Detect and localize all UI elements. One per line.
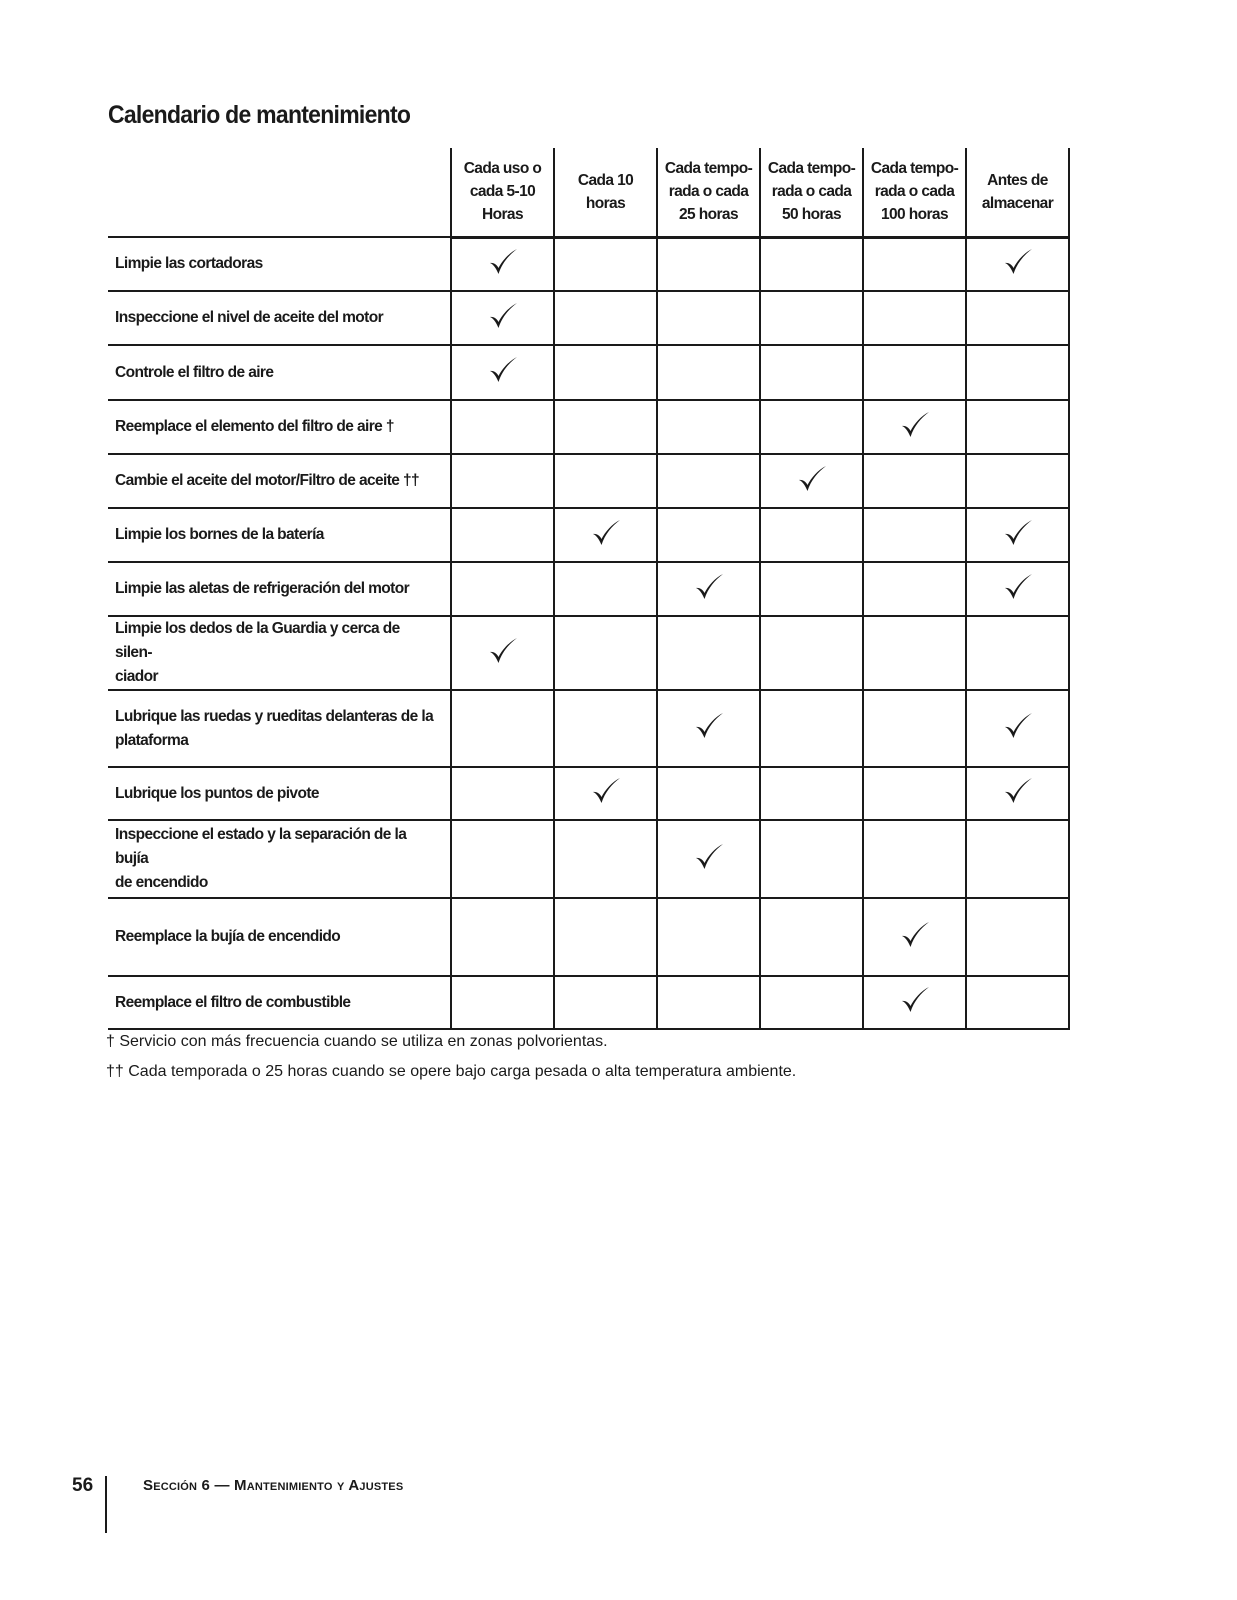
schedule-cell [760, 820, 863, 898]
schedule-cell [760, 898, 863, 976]
checkmark-icon [1002, 517, 1034, 549]
column-header-line: Cada tempo- [870, 160, 959, 178]
schedule-cell [863, 237, 966, 291]
schedule-cell [760, 767, 863, 820]
schedule-cell [657, 400, 760, 454]
schedule-cell [863, 562, 966, 616]
schedule-cell [657, 454, 760, 508]
column-header-line: cada 5-10 [469, 183, 536, 201]
schedule-cell [657, 898, 760, 976]
maintenance-schedule-table [108, 148, 1070, 1030]
task-label-line: Limpie los dedos de la Guardia y cerca de silen- [115, 620, 400, 661]
column-header-line: Cada tempo- [767, 160, 856, 178]
schedule-cell [451, 400, 554, 454]
schedule-cell [657, 345, 760, 400]
schedule-cell [760, 400, 863, 454]
column-header-line: rada o cada [668, 183, 749, 201]
column-header-line: horas [585, 194, 626, 212]
column-header-line: 100 horas [881, 206, 948, 224]
schedule-cell [966, 616, 1069, 690]
checkmark-icon [796, 463, 828, 495]
checkmark-icon [590, 775, 622, 807]
checkmark-icon [1002, 710, 1034, 742]
page-number: 56 [72, 1475, 94, 1496]
header-corner [108, 148, 451, 237]
schedule-cell [966, 508, 1069, 562]
footnote-dagger: † Servicio con más frecuencia cuando se utiliza en zonas polvorientas. [106, 1033, 608, 1050]
column-header-line: almacenar [981, 194, 1054, 212]
task-label: Limpie las aletas de refrigeración del motor [108, 562, 451, 616]
checkmark-icon [487, 635, 519, 667]
schedule-cell [760, 454, 863, 508]
checkmark-icon [693, 710, 725, 742]
schedule-cell [863, 291, 966, 345]
table-row [108, 976, 1069, 1029]
task-label [108, 820, 451, 898]
schedule-cell [760, 237, 863, 291]
column-header-3 [657, 148, 760, 237]
table-row [108, 820, 1069, 898]
schedule-cell [863, 400, 966, 454]
schedule-cell [760, 690, 863, 767]
schedule-cell [760, 345, 863, 400]
task-label-line: plataforma [115, 731, 189, 749]
schedule-cell [554, 616, 657, 690]
schedule-cell [554, 237, 657, 291]
task-label: Inspeccione el nivel de aceite del motor [108, 291, 451, 345]
table-row [108, 345, 1069, 400]
checkmark-icon [1002, 775, 1034, 807]
table-row [108, 237, 1069, 291]
schedule-cell [657, 291, 760, 345]
checkmark-icon [487, 300, 519, 332]
schedule-cell [966, 562, 1069, 616]
column-header-line: rada o cada [874, 183, 955, 201]
table-row [108, 690, 1069, 767]
schedule-cell [657, 976, 760, 1029]
task-label [108, 690, 451, 767]
checkmark-icon [487, 354, 519, 386]
table-row [108, 767, 1069, 820]
page-title: Calendario de mantenimiento [108, 101, 411, 129]
schedule-cell [554, 291, 657, 345]
schedule-cell [863, 820, 966, 898]
schedule-cell [760, 976, 863, 1029]
schedule-cell [451, 345, 554, 400]
schedule-cell [760, 508, 863, 562]
schedule-cell [657, 237, 760, 291]
table-row [108, 454, 1069, 508]
table-row [108, 508, 1069, 562]
schedule-cell [657, 508, 760, 562]
schedule-cell [657, 820, 760, 898]
schedule-cell [554, 898, 657, 976]
checkmark-icon [899, 409, 931, 441]
task-label-line: ciador [115, 668, 158, 685]
checkmark-icon [487, 246, 519, 278]
schedule-cell [863, 767, 966, 820]
footer-divider [105, 1476, 107, 1533]
schedule-cell [554, 690, 657, 767]
task-label: Controle el filtro de aire [108, 345, 451, 400]
schedule-cell [554, 508, 657, 562]
schedule-cell [966, 767, 1069, 820]
schedule-cell [760, 562, 863, 616]
schedule-cell [966, 237, 1069, 291]
task-label-line: Inspeccione el estado y la separación de la bujía [115, 826, 407, 867]
column-header-line: Antes de [987, 171, 1048, 189]
schedule-cell [451, 767, 554, 820]
column-header-2 [554, 148, 657, 237]
task-label: Cambie el aceite del motor/Filtro de aceite †† [108, 454, 451, 508]
task-label: Reemplace la bujía de encendido [108, 898, 451, 976]
schedule-cell [966, 291, 1069, 345]
schedule-cell [451, 454, 554, 508]
schedule-cell [863, 690, 966, 767]
schedule-cell [451, 616, 554, 690]
table-row [108, 400, 1069, 454]
schedule-cell [451, 898, 554, 976]
schedule-cell [451, 820, 554, 898]
schedule-cell [966, 690, 1069, 767]
column-header-line: Cada uso o [463, 160, 542, 178]
schedule-cell [554, 820, 657, 898]
column-header-6 [966, 148, 1069, 237]
schedule-cell [554, 454, 657, 508]
schedule-cell [966, 898, 1069, 976]
column-header-5 [863, 148, 966, 237]
schedule-cell [863, 976, 966, 1029]
schedule-cell [451, 562, 554, 616]
task-label [108, 616, 451, 690]
task-label-line: Lubrique las ruedas y rueditas delanteras de la [115, 707, 434, 725]
schedule-cell [554, 400, 657, 454]
schedule-cell [451, 976, 554, 1029]
schedule-cell [451, 690, 554, 767]
section-title: Sección 6 — Mantenimiento y Ajustes [143, 1477, 404, 1494]
schedule-cell [554, 976, 657, 1029]
schedule-cell [966, 820, 1069, 898]
checkmark-icon [1002, 571, 1034, 603]
schedule-cell [657, 562, 760, 616]
footnote-double-dagger: †† Cada temporada o 25 horas cuando se opere bajo carga pesada o alta temperatura ambiente. [106, 1063, 797, 1080]
checkmark-icon [590, 517, 622, 549]
task-label: Lubrique los puntos de pivote [108, 767, 451, 820]
table-row [108, 898, 1069, 976]
schedule-cell [657, 616, 760, 690]
schedule-cell [966, 345, 1069, 400]
schedule-cell [554, 345, 657, 400]
table-row [108, 616, 1069, 690]
schedule-cell [863, 454, 966, 508]
column-header-1 [451, 148, 554, 237]
schedule-cell [863, 345, 966, 400]
checkmark-icon [693, 571, 725, 603]
checkmark-icon [693, 841, 725, 873]
schedule-cell [554, 562, 657, 616]
task-label: Reemplace el elemento del filtro de aire † [108, 400, 451, 454]
column-header-line: Cada tempo- [664, 160, 753, 178]
schedule-cell [863, 898, 966, 976]
schedule-cell [863, 616, 966, 690]
checkmark-icon [899, 919, 931, 951]
schedule-cell [760, 291, 863, 345]
schedule-cell [657, 690, 760, 767]
column-header-line: 25 horas [679, 206, 738, 224]
schedule-cell [657, 767, 760, 820]
task-label: Reemplace el filtro de combustible [108, 976, 451, 1029]
schedule-cell [966, 454, 1069, 508]
schedule-cell [966, 976, 1069, 1029]
schedule-cell [554, 767, 657, 820]
table-row [108, 562, 1069, 616]
column-header-line: Cada 10 [577, 171, 634, 189]
schedule-cell [451, 508, 554, 562]
checkmark-icon [1002, 246, 1034, 278]
column-header-line: rada o cada [771, 183, 852, 201]
task-label: Limpie los bornes de la batería [108, 508, 451, 562]
column-header-line: Horas [482, 206, 523, 224]
header-row [108, 148, 1069, 237]
schedule-cell [863, 508, 966, 562]
task-label: Limpie las cortadoras [108, 237, 451, 291]
table-row [108, 291, 1069, 345]
schedule-cell [451, 291, 554, 345]
checkmark-icon [899, 984, 931, 1016]
task-label-line: de encendido [115, 874, 208, 891]
schedule-cell [966, 400, 1069, 454]
schedule-cell [451, 237, 554, 291]
column-header-4 [760, 148, 863, 237]
schedule-cell [760, 616, 863, 690]
column-header-line: 50 horas [782, 206, 841, 224]
